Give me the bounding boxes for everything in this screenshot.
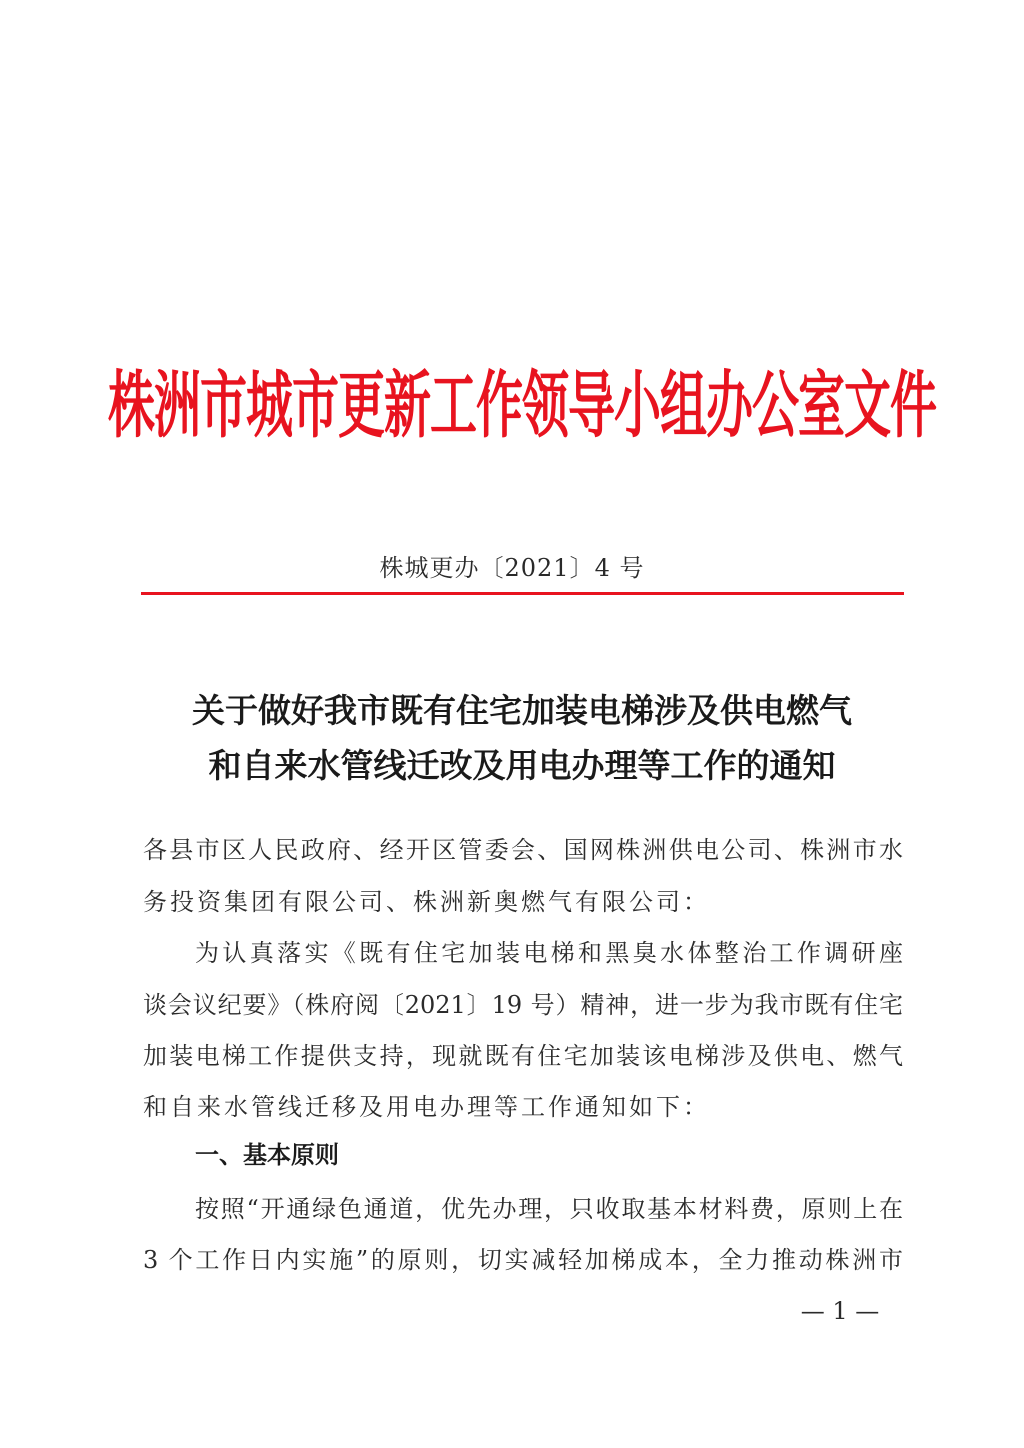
- notice-title-line-1: 关于做好我市既有住宅加装电梯涉及供电燃气: [192, 691, 852, 730]
- masthead: [108, 345, 936, 455]
- paragraph-2-line-2: 3 个工作日内实施”的原则，切实减轻加梯成本，全力推动株洲市: [143, 1246, 903, 1274]
- paragraph-1-line-3: 加装电梯工作提供支持，现就既有住宅加装该电梯涉及供电、燃气: [143, 1042, 903, 1070]
- addressee-line-2: 务投资集团有限公司、株洲新奥燃气有限公司：: [143, 888, 710, 916]
- paragraph-2-line-1: 按照“开通绿色通道，优先办理，只收取基本材料费，原则上在: [195, 1195, 903, 1223]
- paragraph-1-line-4: 和自来水管线迁移及用电办理等工作通知如下：: [143, 1093, 710, 1121]
- page-number: — 1 —: [800, 1297, 880, 1325]
- section-1-heading: 一、基本原则: [195, 1141, 339, 1169]
- notice-title-line-2: 和自来水管线迁改及用电办理等工作的通知: [208, 746, 836, 785]
- paragraph-1-line-2: 谈会议纪要》（株府阅〔2021〕19 号）精神，进一步为我市既有住宅: [143, 991, 903, 1019]
- masthead-title: 株洲市城市更新工作领导小组办公室文件: [108, 363, 936, 449]
- addressee-line-1: 各县市区人民政府、经开区管委会、国网株洲供电公司、株洲市水: [143, 836, 903, 864]
- red-divider-line: [141, 592, 904, 595]
- paragraph-1-line-1: 为认真落实《既有住宅加装电梯和黑臭水体整治工作调研座: [195, 939, 903, 967]
- document-number: 株城更办〔2021〕4 号: [379, 554, 645, 582]
